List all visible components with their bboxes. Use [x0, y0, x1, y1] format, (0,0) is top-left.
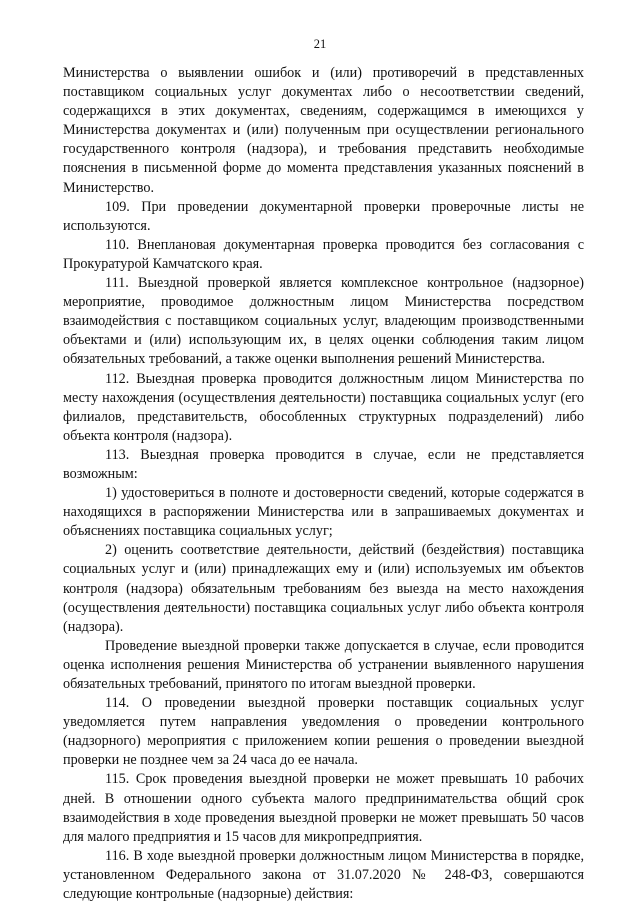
paragraph-113: 113. Выездная проверка проводится в случае, если не представляется возможным:	[63, 446, 584, 482]
paragraph-110: 110. Внеплановая документарная проверка проводится без согласования с Прокуратурой Камчатского края.	[63, 236, 584, 272]
paragraph-109: 109. При проведении документарной проверки проверочные листы не используются.	[63, 198, 584, 234]
paragraph-115: 115. Срок проведения выездной проверки не может превышать 10 рабочих дней. В отношении одного субъекта малого предпринимательства общий срок взаимодействия в ходе проведения выездной проверки не может превышать 50 часов для малого предприятия и 15 часов для микропредприятия.	[63, 771, 584, 845]
document-body	[63, 64, 584, 904]
paragraph-113-item-2: 2) оценить соответствие деятельности, действий (бездействия) поставщика социальных услуг и (или) принадлежащих ему и (или) используемых им объектов контроля (надзора) обязательным требованиям без выезда на место нахождения (осуществления деятельности) поставщика социальных услуг либо объекта контроля (надзора).	[63, 542, 584, 635]
paragraph-continuation: Министерства о выявлении ошибок и (или) противоречий в представленных поставщиком социальных услуг документах либо о несоответствии сведений, содержащихся в этих документах, сведениям, содержащимся в имеющихся у Министерства документах и (или) полученным при осуществлении регионального государственного контроля (надзора), и требования представить необходимые пояснения в письменной форме до момента представления указанных пояснений в Министерство.	[63, 65, 584, 196]
paragraph-116: 116. В ходе выездной проверки должностным лицом Министерства в порядке, установленном Федерального закона от 31.07.2020 № 248-ФЗ, совершаются следующие контрольные (надзорные) действия:	[63, 847, 584, 903]
page-number: 21	[313, 37, 327, 51]
paragraph-112: 112. Выездная проверка проводится должностным лицом Министерства по месту нахождения (осуществления деятельности) поставщика социальных услуг (его филиалов, представительств, обособленных структурных подразделений) либо объекта контроля (надзора).	[63, 370, 584, 444]
paragraph-113-additional: Проведение выездной проверки также допускается в случае, если проводится оценка исполнения решения Министерства об устранении выявленного нарушения обязательных требований, принятого по итогам выездной проверки.	[63, 637, 584, 692]
paragraph-111: 111. Выездной проверкой является комплексное контрольное (надзорное) мероприятие, проводимое должностным лицом Министерства посредством взаимодействия с поставщиком социальных услуг, владеющим производственными объектами и (или) использующим их, в целях оценки соблюдения таким лицом обязательных требований, а также оценки выполнения решений Министерства.	[63, 275, 584, 368]
paragraph-113-item-1: 1) удостовериться в полноте и достоверности сведений, которые содержатся в находящихся в распоряжении Министерства или в запрашиваемых документах и объяснениях поставщика социальных услуг;	[63, 485, 584, 540]
paragraph-114: 114. О проведении выездной проверки поставщик социальных услуг уведомляется путем направления уведомления о проведении контрольного (надзорного) мероприятия с приложением копии решения о проведении выездной проверки не позднее чем за 24 часа до ее начала.	[63, 695, 584, 769]
